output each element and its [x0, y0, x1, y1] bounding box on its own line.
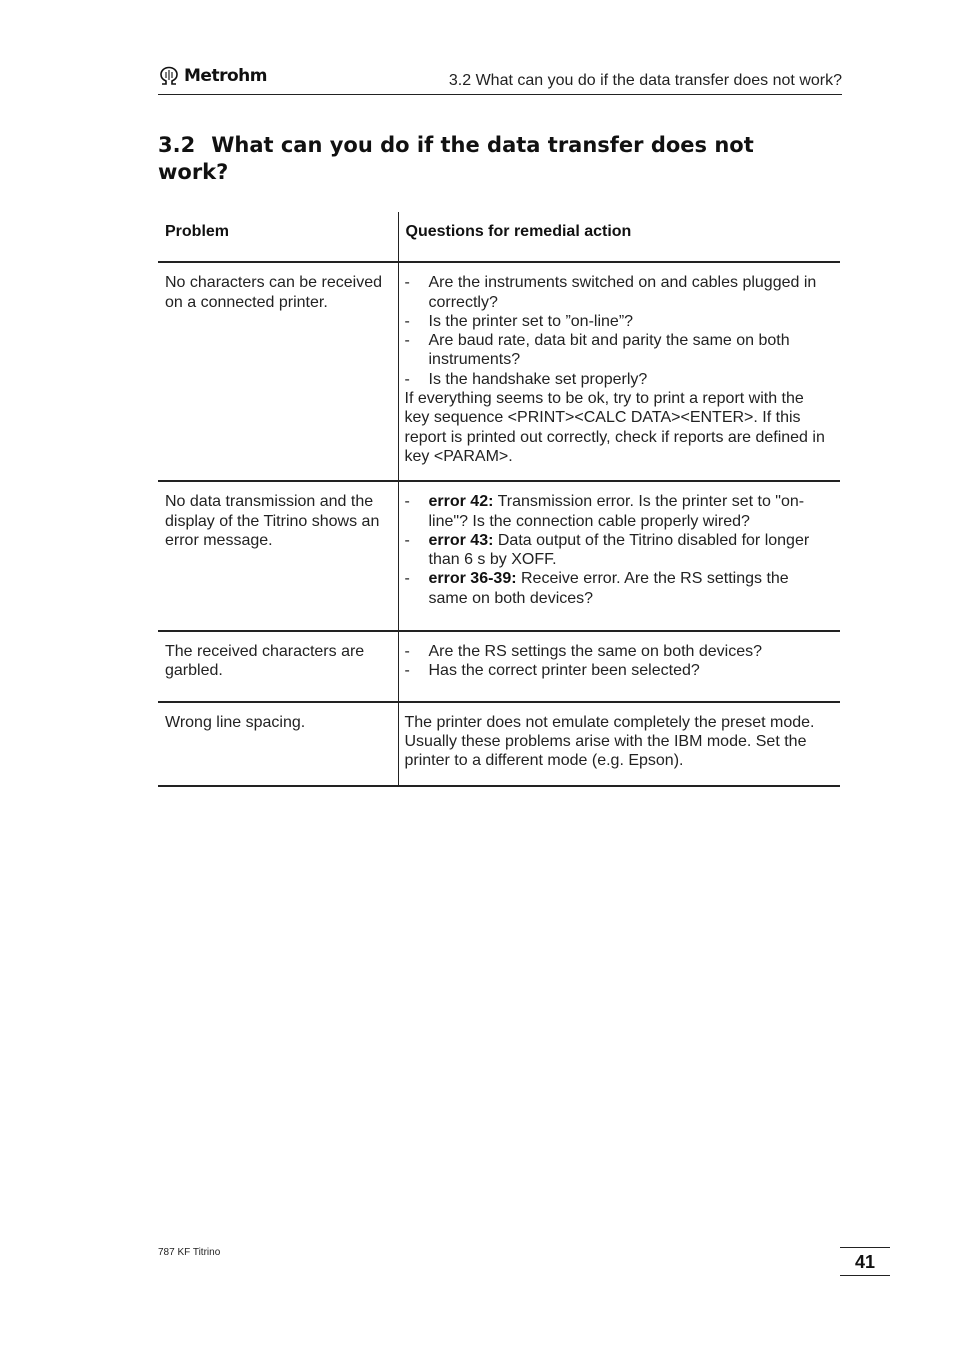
error-code: error 43: [428, 531, 494, 549]
question-list [405, 642, 833, 681]
problem-cell: The received characters are garbled. [158, 631, 398, 702]
list-item [405, 531, 833, 570]
table-row [158, 702, 840, 786]
error-description: Receive error. Are the RS settings the same on both devices? [428, 570, 789, 607]
page-number: 41 [840, 1247, 890, 1276]
list-item [405, 569, 833, 608]
action-cell [398, 631, 840, 702]
footer-product: 787 KF Titrino [158, 1247, 221, 1258]
question-list [405, 273, 833, 389]
header-questions: Questions for remedial action [398, 212, 840, 262]
error-description: Transmission error. Is the printer set to "on-line"? Is the connection cable properly wired? [428, 493, 805, 530]
problem-cell: No characters can be received on a connected printer. [158, 262, 398, 481]
running-title: 3.2 What can you do if the data transfer does not work? [448, 72, 842, 89]
logo-text: Metrohm [184, 66, 267, 86]
list-item [405, 492, 833, 531]
error-list [405, 492, 833, 608]
section-number: 3.2 [158, 133, 196, 157]
list-item: - Is the handshake set properly? [405, 370, 833, 389]
table-row [158, 631, 840, 702]
list-item: - Are baud rate, data bit and parity the same on both instruments? [405, 331, 833, 370]
page-header [158, 64, 842, 95]
header-problem: Problem [158, 212, 398, 262]
problem-cell: No data transmission and the display of the Titrino shows an error message. [158, 481, 398, 631]
section-title-text: What can you do if the data transfer does not work? [158, 133, 754, 184]
error-code: error 42: [428, 493, 494, 511]
table-row [158, 481, 840, 631]
omega-logo-icon [158, 66, 180, 86]
metrohm-logo [158, 66, 267, 86]
list-item: - Are the instruments switched on and cables plugged in correctly? [405, 273, 833, 312]
problem-cell: Wrong line spacing. [158, 702, 398, 786]
action-cell [398, 481, 840, 631]
action-cell: The printer does not emulate completely the preset mode. Usually these problems arise with the IBM mode. Set the printer to a different mode (e.g. Epson). [398, 702, 840, 786]
error-description: Data output of the Titrino disabled for longer than 6 s by XOFF. [428, 531, 810, 569]
remedy-note: If everything seems to be ok, try to print a report with the key sequence <PRINT><CALC DATA><ENTER>. If this report is printed out correctly, check if reports are defined in key <PARAM>. [404, 390, 825, 465]
troubleshooting-table [158, 212, 840, 787]
list-item: - Are the RS settings the same on both devices? [405, 642, 833, 661]
list-item: - Is the printer set to ”on-line”? [405, 312, 833, 331]
error-code: error 36-39: [428, 570, 517, 588]
table-header-row [158, 212, 840, 262]
action-cell [398, 262, 840, 481]
section-title [158, 132, 818, 186]
list-item: - Has the correct printer been selected? [405, 661, 833, 680]
table-row [158, 262, 840, 481]
